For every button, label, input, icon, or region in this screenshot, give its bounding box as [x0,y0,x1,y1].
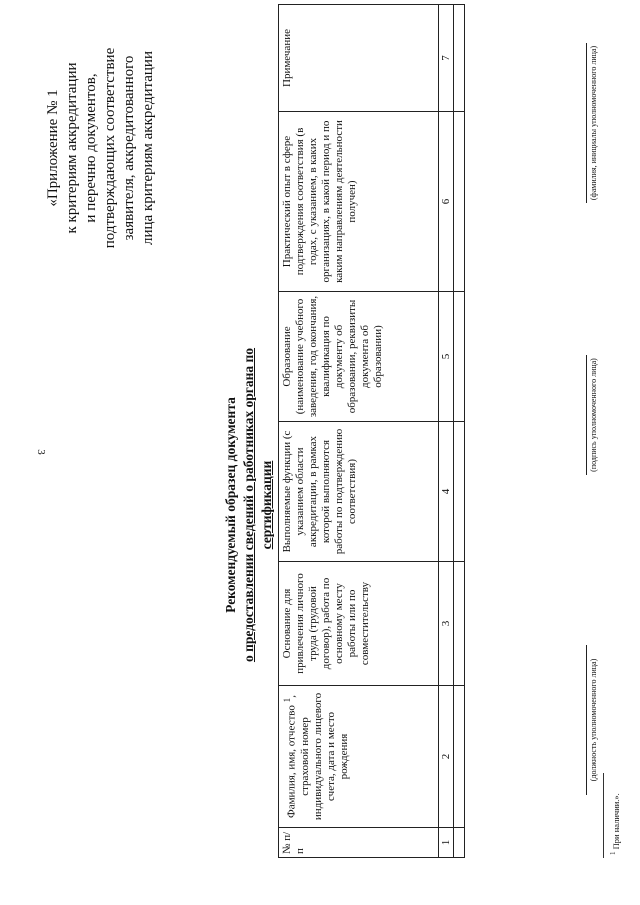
column-number: 6 [439,112,454,292]
signature-position-block [586,645,598,795]
column-number: 1 [439,828,454,858]
signature-name-caption: (фамилия, инициалы уполномоченного лица) [589,45,598,201]
empty-cell [454,686,465,828]
header-full-name-text: Фамилия, имя, отчество [285,702,298,818]
appendix-line: «Приложение № 1 [45,89,61,207]
footnote-separator [603,773,604,858]
signature-line [586,645,587,795]
staff-info-table [278,4,465,858]
empty-cell [454,112,465,292]
header-full-name-rest: , страховой номер индивидуального лицевого счета, дата и место рождения [285,692,350,821]
signature-sign-block [586,355,598,475]
header-functions: Выполняемые функции (с указанием области аккредитации, в рамках которой выполняются работы по подтверждению соответствия) [279,422,439,562]
signature-line [586,355,587,475]
column-number: 5 [439,292,454,422]
header-basis: Основание для привлечения личного труда (трудовой договор), работа по основному месту работы или по совместительству [279,562,439,686]
header-full-name [279,686,439,828]
header-experience: Практический опыт в сфере подтверждения соответствия (в годах, с указанием, в каких организациях, в какой период и по каким направлениям деятельности получен) [279,112,439,292]
signature-line [586,43,587,203]
page-number: 3 [34,449,47,455]
appendix-line: и перечню документов, [83,73,99,223]
header-note: Примечание [279,5,439,112]
title-line-1: Рекомендуемый образец документа [223,397,238,613]
empty-cell [454,562,465,686]
signature-sign-caption: (подпись уполномоченного лица) [589,358,598,472]
column-number: 4 [439,422,454,562]
empty-cell [454,292,465,422]
document-title [222,315,276,695]
column-number: 7 [439,5,454,112]
appendix-line: заявителя, аккредитованного [121,55,137,241]
header-number: № п/п [279,828,439,858]
empty-cell [454,5,465,112]
column-number: 3 [439,562,454,686]
appendix-line: к критериям аккредитации [64,62,80,234]
column-number: 2 [439,686,454,828]
signature-name-block [586,43,598,203]
footnote-number: 1 [609,851,617,855]
appendix-header [44,23,158,273]
footnote-text: При наличии.». [610,793,621,852]
table-row [439,5,454,858]
empty-cell [454,828,465,858]
signature-position-caption: (должность уполномоченного лица) [589,658,598,782]
footnote-marker: 1 [282,697,292,703]
title-line-2: о предоставлении сведений о работниках органа по сертификации [241,347,274,663]
footnote [609,793,621,855]
empty-cell [454,422,465,562]
header-education: Образование (наименование учебного заведения, год окончания, квалификация по документу об образовании, реквизиты документа об образовании) [279,292,439,422]
table-header-row [279,5,439,858]
appendix-line: лица критериям аккредитации [140,51,156,245]
table-row [454,5,465,858]
appendix-line: подтверждающих соответствие [102,47,118,249]
